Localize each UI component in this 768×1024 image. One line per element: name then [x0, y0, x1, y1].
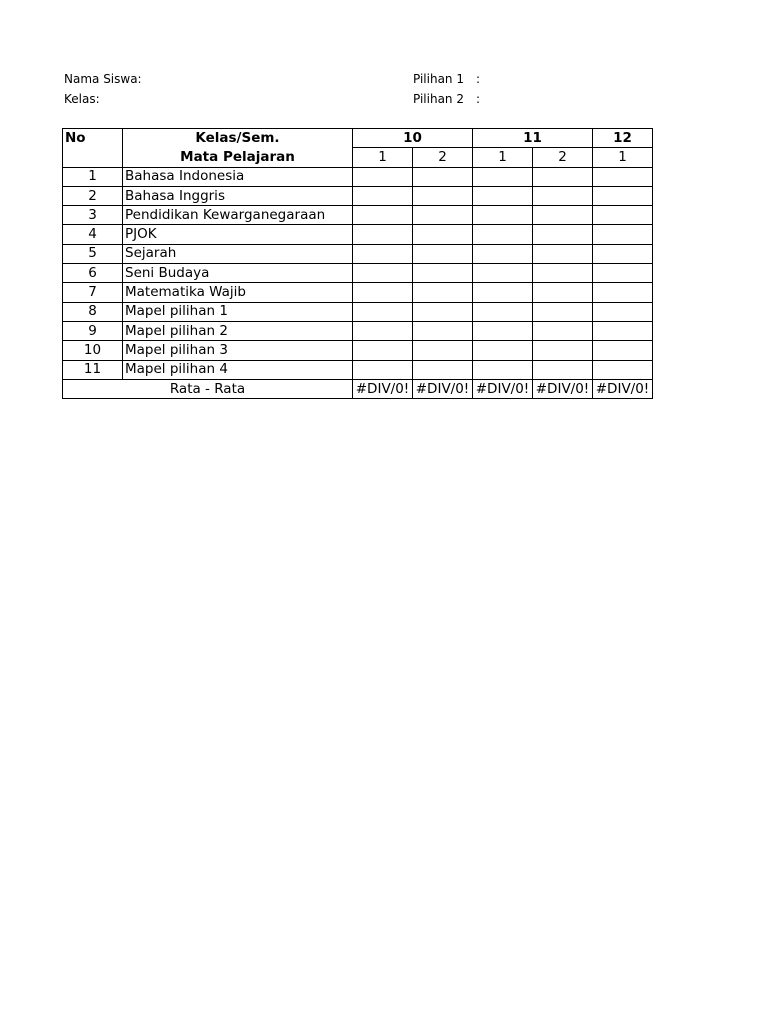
table-row	[63, 206, 653, 225]
sem-10-1-header: 1	[353, 148, 413, 167]
grade-cell[interactable]	[593, 186, 653, 205]
grade-cell[interactable]	[533, 341, 593, 360]
sem-10-2-header: 2	[413, 148, 473, 167]
grade-cell[interactable]	[473, 186, 533, 205]
grade-cell[interactable]	[413, 244, 473, 263]
grade-cell[interactable]	[353, 244, 413, 263]
sem-11-2-header: 2	[533, 148, 593, 167]
sem-12-1-header: 1	[593, 148, 653, 167]
table-row	[63, 186, 653, 205]
grade-cell[interactable]	[593, 283, 653, 302]
grade-cell[interactable]	[593, 321, 653, 340]
grade-cell[interactable]	[413, 264, 473, 283]
pilihan-2-label: Pilihan 2	[413, 92, 464, 106]
grade-table-body	[63, 167, 653, 379]
row-number: 4	[63, 225, 123, 244]
pilihan-1-label: Pilihan 1	[413, 72, 464, 86]
subject-name: Bahasa Indonesia	[123, 167, 353, 186]
grade-cell[interactable]	[473, 283, 533, 302]
grade-cell[interactable]	[353, 341, 413, 360]
grade-cell[interactable]	[473, 206, 533, 225]
grade-cell[interactable]	[593, 244, 653, 263]
grade-cell[interactable]	[413, 167, 473, 186]
average-10-1: #DIV/0!	[353, 379, 413, 398]
grade-cell[interactable]	[533, 244, 593, 263]
grade-cell[interactable]	[593, 206, 653, 225]
pilihan-1-row	[413, 72, 480, 86]
grade-cell[interactable]	[533, 302, 593, 321]
subject-name: Mapel pilihan 4	[123, 360, 353, 379]
grade-cell[interactable]	[533, 225, 593, 244]
subject-name: Mapel pilihan 3	[123, 341, 353, 360]
table-row	[63, 225, 653, 244]
table-row	[63, 321, 653, 340]
row-number: 9	[63, 321, 123, 340]
grade-cell[interactable]	[413, 206, 473, 225]
table-row	[63, 341, 653, 360]
table-row	[63, 244, 653, 263]
grade-cell[interactable]	[473, 167, 533, 186]
table-row	[63, 283, 653, 302]
grade-cell[interactable]	[353, 360, 413, 379]
grade-cell[interactable]	[593, 341, 653, 360]
row-number: 5	[63, 244, 123, 263]
grade-cell[interactable]	[413, 341, 473, 360]
grade-cell[interactable]	[353, 186, 413, 205]
average-label: Rata - Rata	[63, 379, 353, 398]
grade-cell[interactable]	[593, 264, 653, 283]
grade-cell[interactable]	[473, 302, 533, 321]
subject-name: Mapel pilihan 2	[123, 321, 353, 340]
subject-name: Bahasa Inggris	[123, 186, 353, 205]
grade-cell[interactable]	[473, 321, 533, 340]
subject-name: Mapel pilihan 1	[123, 302, 353, 321]
grade-11-header: 11	[473, 129, 593, 148]
pilihan-2-row	[413, 92, 480, 106]
grade-cell[interactable]	[533, 360, 593, 379]
grade-cell[interactable]	[533, 321, 593, 340]
grade-cell[interactable]	[533, 264, 593, 283]
row-number: 1	[63, 167, 123, 186]
grade-cell[interactable]	[473, 244, 533, 263]
grade-cell[interactable]	[593, 225, 653, 244]
grade-cell[interactable]	[593, 167, 653, 186]
grade-cell[interactable]	[593, 360, 653, 379]
grade-cell[interactable]	[353, 321, 413, 340]
grade-cell[interactable]	[353, 167, 413, 186]
row-number: 3	[63, 206, 123, 225]
kelas-label: Kelas:	[64, 92, 100, 106]
grade-cell[interactable]	[353, 206, 413, 225]
row-number: 8	[63, 302, 123, 321]
subject-name: Matematika Wajib	[123, 283, 353, 302]
grade-cell[interactable]	[353, 302, 413, 321]
col-kelas-sem-header: Kelas/Sem.	[123, 129, 353, 148]
row-number: 10	[63, 341, 123, 360]
row-number: 11	[63, 360, 123, 379]
subject-name: Seni Budaya	[123, 264, 353, 283]
col-no-header-cont	[63, 148, 123, 167]
subject-name: PJOK	[123, 225, 353, 244]
row-number: 6	[63, 264, 123, 283]
table-row	[63, 264, 653, 283]
header-row-2	[63, 148, 653, 167]
grade-10-header: 10	[353, 129, 473, 148]
row-number: 7	[63, 283, 123, 302]
nama-siswa-label: Nama Siswa:	[64, 72, 142, 86]
grade-cell[interactable]	[413, 360, 473, 379]
grade-cell[interactable]	[353, 225, 413, 244]
grade-cell[interactable]	[533, 283, 593, 302]
grade-cell[interactable]	[353, 283, 413, 302]
grade-cell[interactable]	[533, 186, 593, 205]
average-11-1: #DIV/0!	[473, 379, 533, 398]
grade-cell[interactable]	[413, 225, 473, 244]
subject-name: Sejarah	[123, 244, 353, 263]
grade-cell[interactable]	[413, 186, 473, 205]
grade-cell[interactable]	[593, 302, 653, 321]
grade-cell[interactable]	[413, 283, 473, 302]
grade-cell[interactable]	[353, 264, 413, 283]
header-row-1	[63, 129, 653, 148]
grade-cell[interactable]	[533, 167, 593, 186]
pilihan-2-colon: :	[476, 92, 481, 106]
grade-cell[interactable]	[473, 341, 533, 360]
average-10-2: #DIV/0!	[413, 379, 473, 398]
grade-cell[interactable]	[413, 302, 473, 321]
grade-cell[interactable]	[413, 321, 473, 340]
average-11-2: #DIV/0!	[533, 379, 593, 398]
grade-table	[62, 128, 653, 399]
table-row	[63, 167, 653, 186]
grade-cell[interactable]	[473, 360, 533, 379]
grade-12-header: 12	[593, 129, 653, 148]
table-row	[63, 302, 653, 321]
average-12-1: #DIV/0!	[593, 379, 653, 398]
col-no-header: No	[63, 129, 123, 148]
grade-cell[interactable]	[473, 225, 533, 244]
row-number: 2	[63, 186, 123, 205]
col-mata-pelajaran-header: Mata Pelajaran	[123, 148, 353, 167]
sem-11-1-header: 1	[473, 148, 533, 167]
grade-cell[interactable]	[533, 206, 593, 225]
subject-name: Pendidikan Kewarganegaraan	[123, 206, 353, 225]
average-row	[63, 379, 653, 398]
grade-cell[interactable]	[473, 264, 533, 283]
table-row	[63, 360, 653, 379]
pilihan-1-colon: :	[476, 72, 481, 86]
